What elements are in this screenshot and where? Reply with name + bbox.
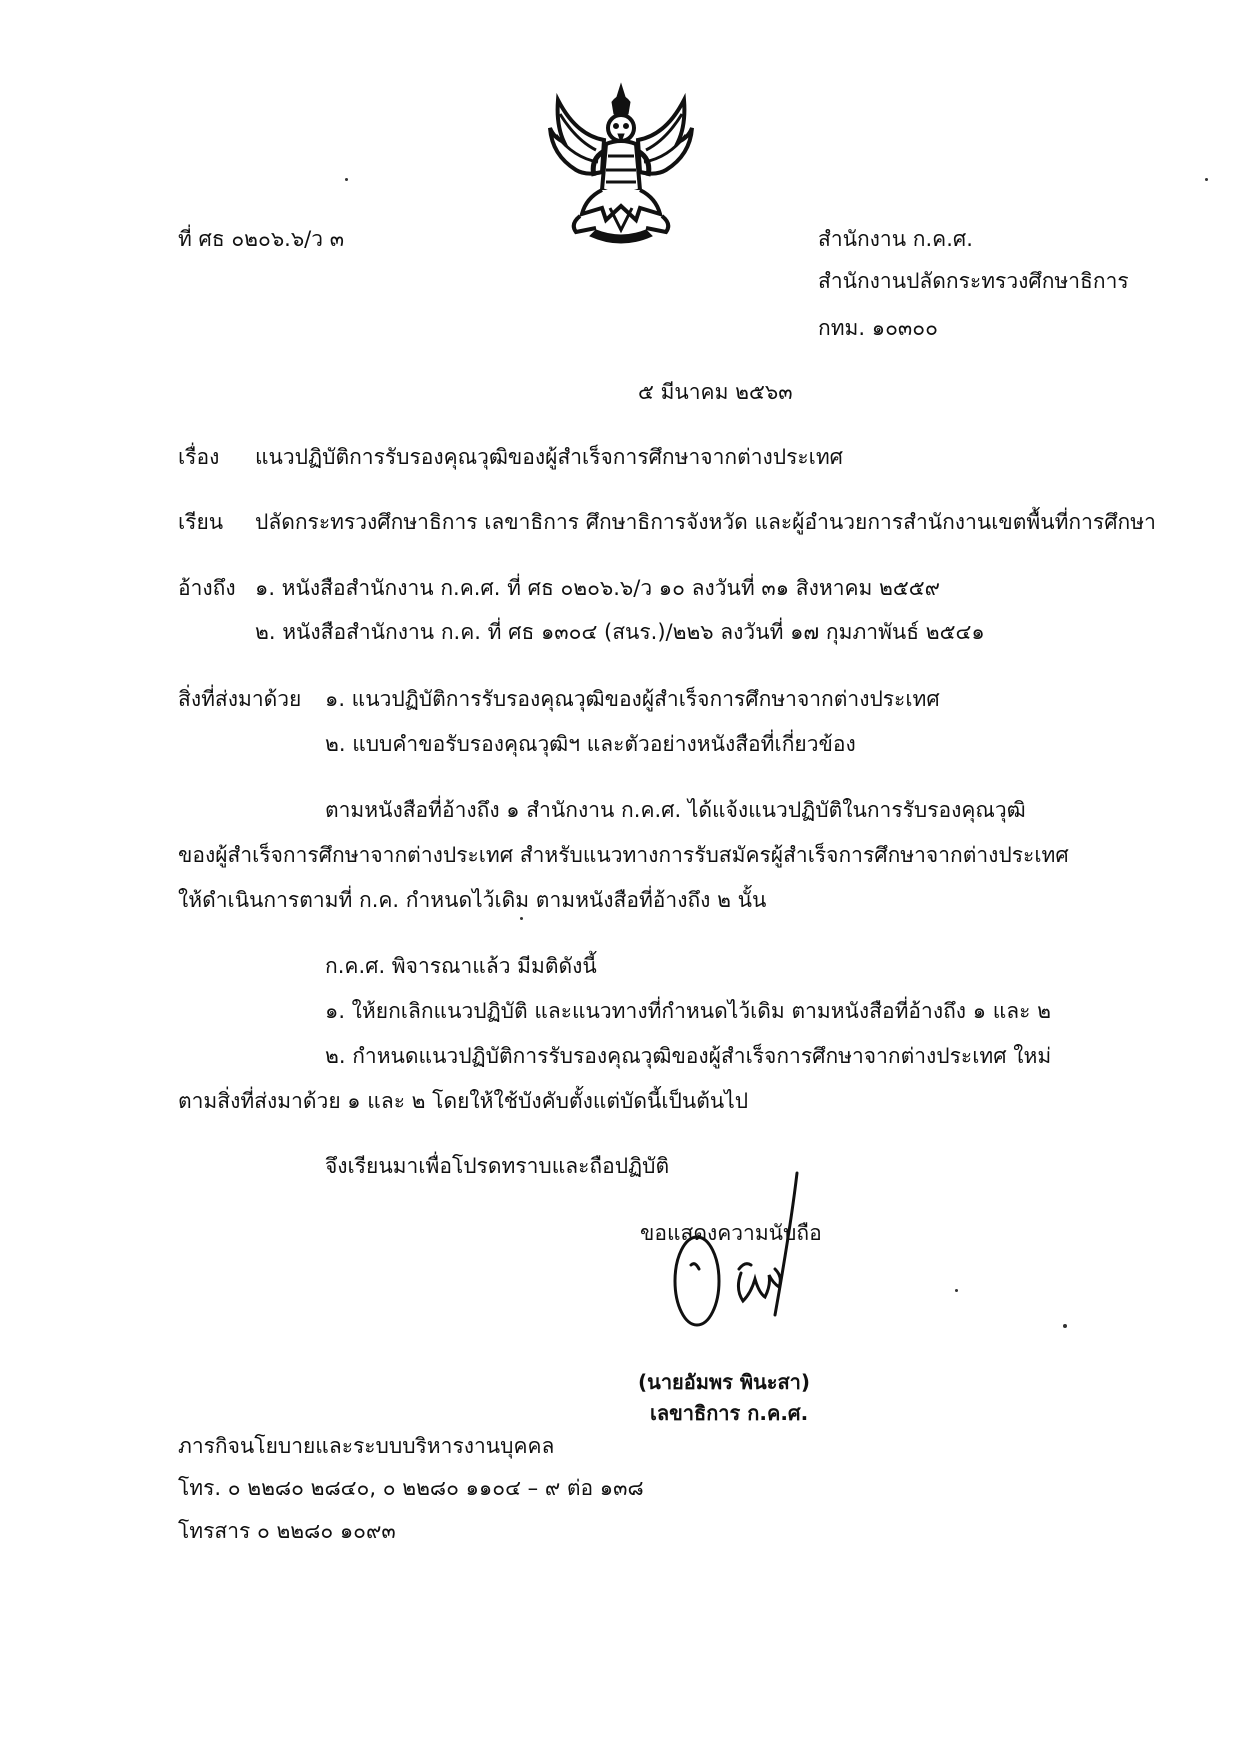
body-paragraph-line: ของผู้สำเร็จการศึกษาจากต่างประเทศ สำหรับแนวทางการรับสมัครผู้สำเร็จการศึกษาจากต่างประเทศ	[178, 843, 1069, 867]
enclosures-label: สิ่งที่ส่งมาด้วย	[178, 687, 302, 711]
body-paragraph-line: ตามสิ่งที่ส่งมาด้วย ๑ และ ๒ โดยให้ใช้บังคับตั้งแต่บัดนี้เป็นต้นไป	[178, 1089, 749, 1113]
recipient-text: ปลัดกระทรวงศึกษาธิการ เลขาธิการ ศึกษาธิการจังหวัด และผู้อำนวยการสำนักงานเขตพื้นที่การศึกษา	[255, 510, 1156, 534]
subject-label: เรื่อง	[178, 445, 220, 469]
footer-department: ภารกิจนโยบายและระบบบริหารงานบุคคล	[178, 1434, 555, 1458]
enclosure-item: ๒. แบบคำขอรับรองคุณวุฒิฯ และตัวอย่างหนังสือที่เกี่ยวข้อง	[325, 732, 856, 756]
document-number: ที่ ศธ ๐๒๐๖.๖/ว ๓	[178, 227, 345, 251]
recipient-label: เรียน	[178, 510, 224, 534]
garuda-emblem-icon	[546, 80, 696, 256]
resolution-item: ๑. ให้ยกเลิกแนวปฏิบัติ และแนวทางที่กำหนดไว้เดิม ตามหนังสือที่อ้างถึง ๑ และ ๒	[325, 999, 1051, 1023]
issuing-ministry: สำนักงานปลัดกระทรวงศึกษาธิการ	[818, 269, 1129, 293]
issuing-office: สำนักงาน ก.ค.ศ.	[818, 227, 973, 251]
body-paragraph-line: ตามหนังสือที่อ้างถึง ๑ สำนักงาน ก.ค.ศ. ได้แจ้งแนวปฏิบัติในการรับรองคุณวุฒิ	[325, 798, 1026, 822]
subject-text: แนวปฏิบัติการรับรองคุณวุฒิของผู้สำเร็จการศึกษาจากต่างประเทศ	[255, 445, 844, 469]
footer-phone: โทร. ๐ ๒๒๘๐ ๒๘๔๐, ๐ ๒๒๘๐ ๑๑๐๔ – ๙ ต่อ ๑๓๘	[178, 1476, 644, 1500]
resolution-item: ๒. กำหนดแนวปฏิบัติการรับรองคุณวุฒิของผู้สำเร็จการศึกษาจากต่างประเทศ ใหม่	[325, 1044, 1052, 1068]
office-postcode: กทม. ๑๐๓๐๐	[818, 316, 938, 340]
footer-fax: โทรสาร ๐ ๒๒๘๐ ๑๐๙๓	[178, 1519, 396, 1543]
references-label: อ้างถึง	[178, 576, 236, 600]
body-paragraph-line: ให้ดำเนินการตามที่ ก.ค. กำหนดไว้เดิม ตามหนังสือที่อ้างถึง ๒ นั้น	[178, 888, 767, 912]
body-paragraph-line: ก.ค.ศ. พิจารณาแล้ว มีมติดังนี้	[325, 954, 597, 978]
signatory-position: เลขาธิการ ก.ค.ศ.	[650, 1401, 809, 1425]
closing-line: จึงเรียนมาเพื่อโปรดทราบและถือปฏิบัติ	[325, 1154, 670, 1178]
signatory-name: (นายอัมพร พินะสา)	[638, 1370, 811, 1394]
reference-item: ๒. หนังสือสำนักงาน ก.ค. ที่ ศธ ๑๓๐๔ (สนร.)/๒๒๖ ลงวันที่ ๑๗ กุมภาพันธ์ ๒๕๔๑	[255, 620, 985, 644]
complimentary-close: ขอแสดงความนับถือ	[640, 1221, 822, 1245]
enclosure-item: ๑. แนวปฏิบัติการรับรองคุณวุฒิของผู้สำเร็จการศึกษาจากต่างประเทศ	[325, 687, 940, 711]
handwritten-signature	[655, 1165, 805, 1345]
reference-item: ๑. หนังสือสำนักงาน ก.ค.ศ. ที่ ศธ ๐๒๐๖.๖/ว ๑๐ ลงวันที่ ๓๑ สิงหาคม ๒๕๕๙	[255, 576, 941, 600]
document-date: ๕ มีนาคม ๒๕๖๓	[638, 380, 793, 404]
